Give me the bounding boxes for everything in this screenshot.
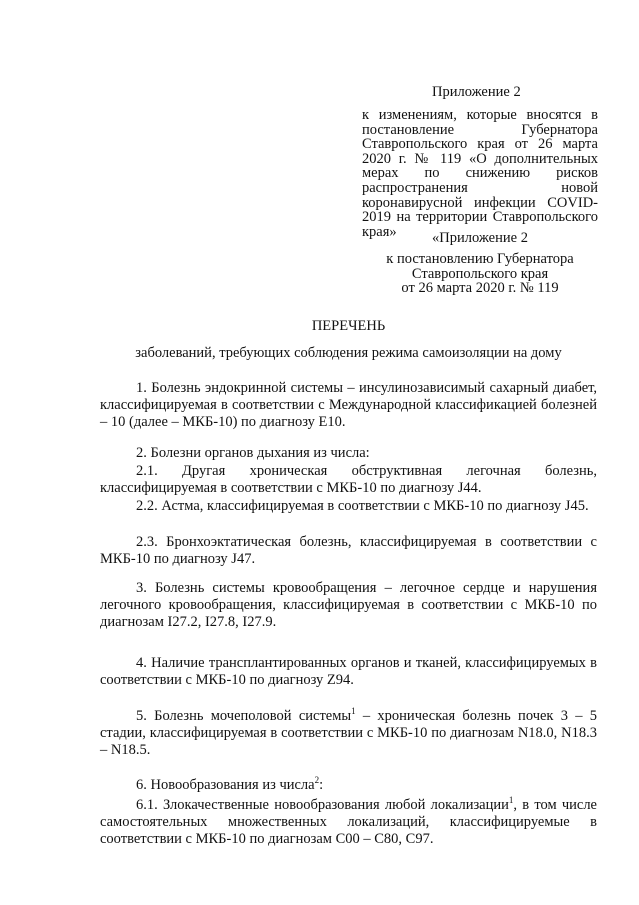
item-6-colon: : (319, 777, 324, 793)
item-5 (100, 708, 597, 759)
footnote-ref: 2 (314, 775, 320, 786)
item-1: 1. Болезнь эндокринной системы – инсулинозависимый сахарный диабет, классифицируемая в соответствии с Международной классификацией болезней – 10 (далее – МКБ-10) по диагнозу E10. (100, 380, 597, 430)
appendix-title: Приложение 2 (432, 84, 521, 100)
footnote-ref: 1 (508, 795, 514, 806)
footnote-ref: 1 (351, 706, 356, 717)
item-2-3: 2.3. Бронхоэктатическая болезнь, классифицируемая в соответствии с МКБ-10 по диагнозу J47. (100, 534, 597, 567)
item-5-text: 5. Болезнь мочеполовой системы (136, 708, 352, 724)
item-3: 3. Болезнь системы кровообращения – легочное сердце и нарушения легочного кровообращения, классифицируемая в соответствии с МКБ-10 по диагнозам I27.2, I27.8, I27.9. (100, 580, 597, 630)
document-subtitle: заболеваний, требующих соблюдения режима самоизоляции на дому (135, 345, 562, 361)
item-4: 4. Наличие трансплантированных органов и тканей, классифицируемых в соответствии с МКБ-10 по диагнозу Z94. (100, 655, 597, 688)
item-6-1-text-cont: , в том числе самостоятельных множественных локализаций, классифицируемые в соответствии с МКБ-10 по диагнозам C00 – C80, C97. (100, 797, 597, 847)
document-title: ПЕРЕЧЕНЬ (311, 318, 386, 334)
decree-reference (362, 252, 598, 296)
item-6 (100, 777, 597, 794)
amendment-reference: к изменениям, которые вносятся в постановление Губернатора Ставропольского края от 26 марта 2020 г. № 119 «О дополнительных мерах по снижению рисков распространения новой коронавирусной инфекции COVID-2019 на территории Ставропольского края» (362, 107, 598, 240)
item-2-1: 2.1. Другая хроническая обструктивная легочная болезнь, классифицируемая в соответствии с МКБ-10 по диагнозу J44. (100, 463, 597, 496)
item-2-2: 2.2. Астма, классифицируемая в соответствии с МКБ-10 по диагнозу J45. (136, 498, 589, 514)
decree-reference-line: Ставропольского края (411, 265, 549, 282)
item-5-text-cont: – хроническая болезнь почек 3 – 5 стадии, классифицируемая в соответствии с МКБ-10 по диагнозам N18.0, N18.3 – N18.5. (100, 708, 597, 758)
inner-appendix-title: «Приложение 2 (432, 230, 528, 246)
decree-reference-line: к постановлению Губернатора (386, 251, 574, 267)
decree-reference-line: от 26 марта 2020 г. № 119 (401, 280, 559, 297)
item-6-text: 6. Новообразования из числа (136, 777, 315, 793)
item-6-1-text: 6.1. Злокачественные новообразования любой локализации (136, 797, 509, 813)
item-6-1 (100, 797, 597, 848)
item-2: 2. Болезни органов дыхания из числа: (136, 445, 370, 461)
